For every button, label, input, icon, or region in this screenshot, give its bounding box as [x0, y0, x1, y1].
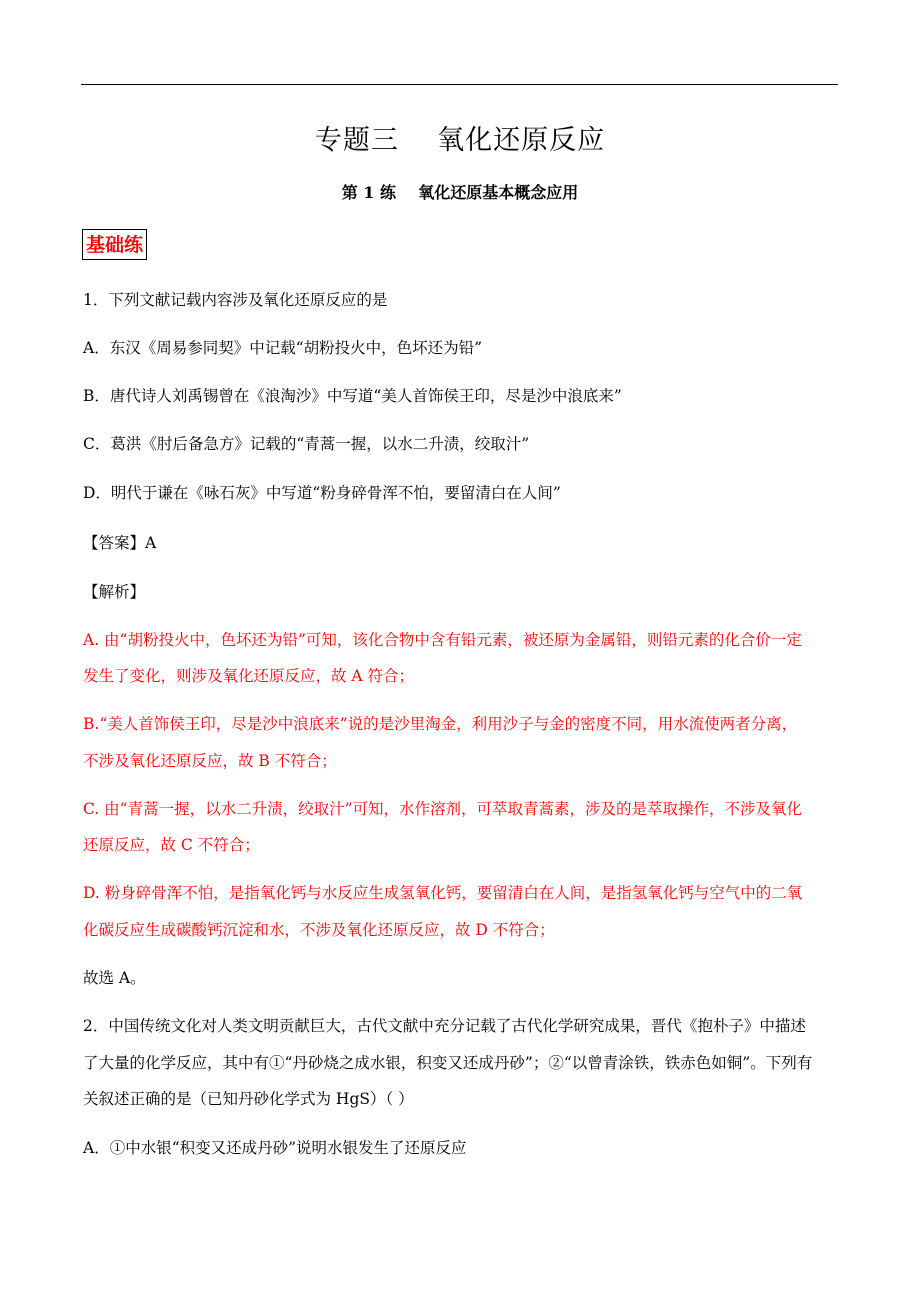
answer-label: 【答案】A	[83, 534, 157, 552]
header-rule	[81, 84, 838, 85]
question-2-stem-line: 了大量的化学反应，其中有①“丹砂烧之成水银，积变又还成丹砂”；②“以曾青涂铁，铁赤色如铜”。下列有	[83, 1054, 813, 1072]
question-2-stem-line: 2．中国传统文化对人类文明贡献巨大，古代文献中充分记载了古代化学研究成果，晋代《抱朴子》中描述	[83, 1017, 806, 1035]
question-2-stem-line: 关叙述正确的是（已知丹砂化学式为 HgS）（ ）	[83, 1090, 414, 1108]
page-title: 专题三 氧化还原反应	[314, 125, 606, 156]
analysis-line: 发生了变化，则涉及氧化还原反应，故 A 符合；	[83, 667, 415, 685]
section-label: 基础练	[82, 229, 147, 260]
analysis-line: C. 由“青蒿一握，以水二升渍，绞取汁”可知，水作溶剂，可萃取青蒿素，涉及的是萃取操作，不涉及氧化	[83, 800, 803, 818]
question-1-option-c: C．葛洪《肘后备急方》记载的“青蒿一握，以水二升渍，绞取汁”	[83, 435, 530, 453]
analysis-line: 还原反应，故 C 不符合；	[83, 836, 260, 854]
question-2-option-a: A．①中水银“积变又还成丹砂”说明水银发生了还原反应	[83, 1139, 467, 1157]
analysis-line: A. 由“胡粉投火中，色坏还为铅”可知，该化合物中含有铅元素，被还原为金属铅，则铅元素的化合价一定	[83, 631, 802, 649]
analysis-line: B.“美人首饰侯王印，尽是沙中浪底来”说的是沙里淘金，利用沙子与金的密度不同，用水流使两者分离，	[83, 715, 798, 733]
conclusion: 故选 A。	[83, 969, 146, 987]
analysis-line: 不涉及氧化还原反应，故 B 不符合；	[83, 752, 337, 770]
analysis-line: D. 粉身碎骨浑不怕，是指氧化钙与水反应生成氢氧化钙，要留清白在人间，是指氢氧化钙与空气中的二氧	[83, 884, 803, 902]
question-1-option-d: D．明代于谦在《咏石灰》中写道“粉身碎骨浑不怕，要留清白在人间”	[83, 484, 561, 502]
analysis-line: 化碳反应生成碳酸钙沉淀和水，不涉及氧化还原反应，故 D 不符合；	[83, 921, 555, 939]
question-1-stem: 1．下列文献记载内容涉及氧化还原反应的是	[83, 291, 388, 309]
analysis-label: 【解析】	[83, 583, 146, 601]
question-1-option-a: A．东汉《周易参同契》中记载“胡粉投火中，色坏还为铅”	[83, 339, 483, 357]
question-1-option-b: B．唐代诗人刘禹锡曾在《浪淘沙》中写道“美人首饰侯王印，尽是沙中浪底来”	[83, 387, 622, 405]
page-subtitle: 第 1 练 氧化还原基本概念应用	[341, 183, 579, 202]
